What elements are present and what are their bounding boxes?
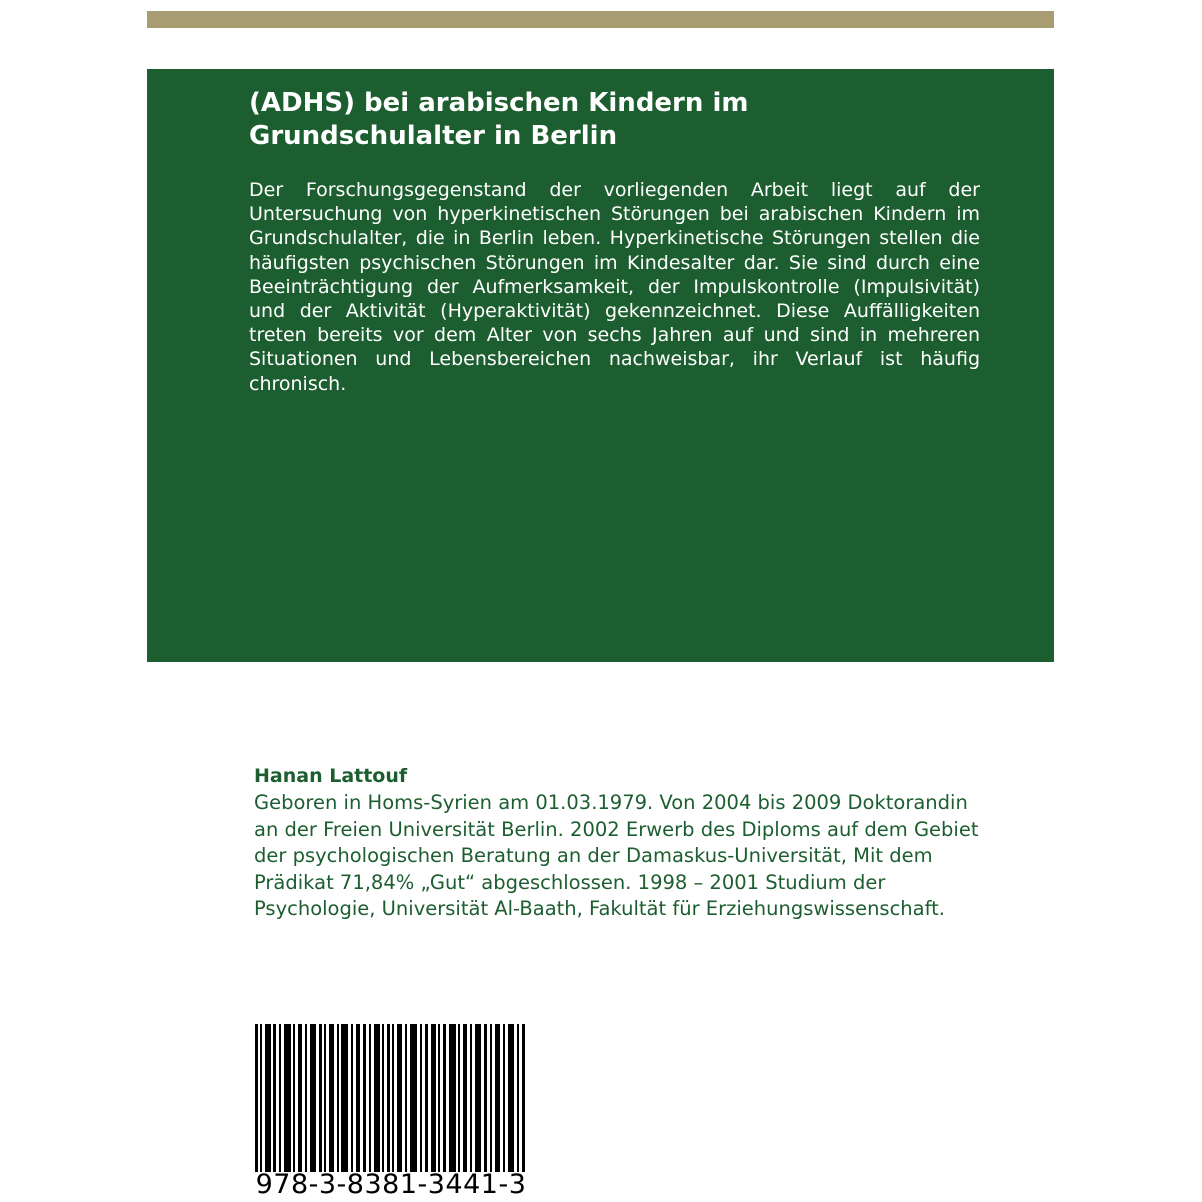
book-title: (ADHS) bei arabischen Kindern im Grundschulalter in Berlin [249,88,749,151]
barcode [255,1024,527,1172]
isbn-number: 978-3-8381-3441-3 [255,1169,527,1200]
book-blurb: Der Forschungsgegenstand der vorliegenden Arbeit liegt auf der Untersuchung von hyperkinetischen Störungen bei arabischen Kindern im Grundschulalter, die in Berlin leben. Hyperkinetische Störungen stellen die häufigsten psychischen Störungen im Kindesalter dar. Sie sind durch eine Beeinträchtigung der Aufmerksamkeit, der Impulskontrolle (Impulsivität) und der Aktivität (Hyperaktivität) gekennzeichnet. Diese Auffälligkeiten treten bereits vor dem Alter von sechs Jahren auf und sind in mehreren Situationen und Lebensbereichen nachweisbar, ihr Verlauf ist häufig chronisch. [249,179,980,395]
top-accent-bar [147,11,1054,28]
author-name: Hanan Lattouf [254,765,408,787]
author-bio: Geboren in Homs-Syrien am 01.03.1979. Von 2004 bis 2009 Doktorandin an der Freien Universität Berlin. 2002 Erwerb des Diploms auf dem Gebiet der psychologischen Beratung an der Damaskus-Universität, Mit dem Prädikat 71,84% „Gut“ abgeschlossen. 1998 – 2001 Studium der Psychologie, Universität Al-Baath, Fakultät für Erziehungswissenschaft. [254,791,979,921]
